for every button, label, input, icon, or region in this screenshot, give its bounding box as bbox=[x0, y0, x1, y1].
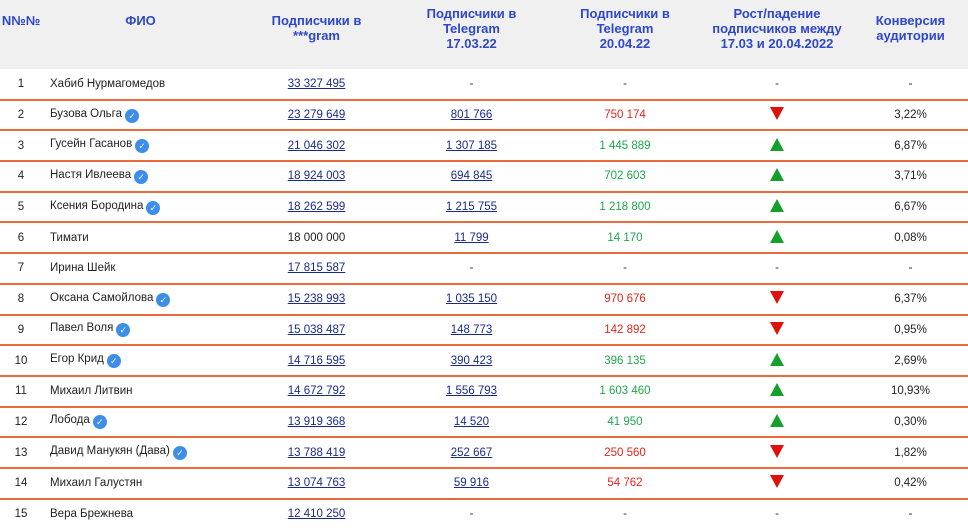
tg1-followers-link[interactable]: 1 307 185 bbox=[445, 139, 498, 152]
trend-up-icon bbox=[770, 199, 784, 212]
cell-name bbox=[42, 192, 239, 223]
cell-num: 14 bbox=[0, 468, 42, 499]
cell-name bbox=[42, 376, 239, 407]
cell-name bbox=[42, 100, 239, 131]
table-row bbox=[0, 100, 968, 131]
cell-insta bbox=[239, 222, 394, 253]
header-growth: Рост/падение подписчиков между 17.03 и 20.04.2022 bbox=[701, 0, 853, 69]
cell-conv: 3,22% bbox=[853, 100, 968, 131]
cell-tg2 bbox=[549, 284, 701, 315]
cell-tg1 bbox=[394, 69, 549, 100]
trend-up-icon bbox=[770, 168, 784, 181]
cell-tg2 bbox=[549, 69, 701, 100]
insta-followers-link[interactable]: 15 238 993 bbox=[287, 293, 346, 306]
tg2-followers: 702 603 bbox=[604, 170, 646, 183]
tg2-followers: - bbox=[623, 262, 627, 275]
cell-conv: - bbox=[853, 69, 968, 100]
table-row bbox=[0, 499, 968, 530]
person-name: Егор Крид bbox=[50, 353, 104, 366]
cell-conv: 10,93% bbox=[853, 376, 968, 407]
person-name: Павел Воля bbox=[50, 322, 114, 335]
trend-up-icon bbox=[770, 353, 784, 366]
cell-num: 4 bbox=[0, 161, 42, 192]
cell-name bbox=[42, 130, 239, 161]
cell-insta bbox=[239, 407, 394, 438]
table-row bbox=[0, 222, 968, 253]
cell-tg2 bbox=[549, 192, 701, 223]
cell-trend bbox=[701, 161, 853, 192]
person-name: Настя Ивлеева bbox=[50, 168, 132, 181]
cell-tg1 bbox=[394, 376, 549, 407]
cell-conv: 0,42% bbox=[853, 468, 968, 499]
insta-followers-link[interactable]: 13 074 763 bbox=[287, 477, 346, 490]
tg1-followers-link[interactable]: 11 799 bbox=[454, 231, 489, 244]
cell-trend bbox=[701, 284, 853, 315]
header-conv: Конверсия аудитории bbox=[853, 0, 968, 69]
trend-none: - bbox=[775, 77, 779, 90]
cell-num: 5 bbox=[0, 192, 42, 223]
cell-num: 3 bbox=[0, 130, 42, 161]
insta-followers-link[interactable]: 18 924 003 bbox=[287, 170, 346, 183]
cell-name bbox=[42, 345, 239, 376]
cell-insta bbox=[239, 376, 394, 407]
cell-conv: 6,67% bbox=[853, 192, 968, 223]
verified-badge-icon: ✓ bbox=[125, 109, 139, 123]
cell-tg2 bbox=[549, 407, 701, 438]
cell-tg2 bbox=[549, 437, 701, 468]
tg2-followers: 1 218 800 bbox=[599, 201, 651, 214]
cell-tg1 bbox=[394, 345, 549, 376]
cell-name bbox=[42, 407, 239, 438]
tg2-followers: - bbox=[623, 508, 627, 521]
trend-up-icon bbox=[770, 138, 784, 151]
cell-num: 12 bbox=[0, 407, 42, 438]
tg2-followers: 1 445 889 bbox=[599, 139, 651, 152]
cell-name bbox=[42, 499, 239, 530]
cell-trend bbox=[701, 437, 853, 468]
cell-conv: - bbox=[908, 508, 913, 521]
cell-conv: 0,30% bbox=[853, 407, 968, 438]
table-row bbox=[0, 253, 968, 284]
insta-followers-link[interactable]: 14 672 792 bbox=[287, 385, 346, 398]
insta-followers-link[interactable]: 33 327 495 bbox=[287, 77, 346, 90]
cell-trend bbox=[701, 222, 853, 253]
cell-insta bbox=[239, 192, 394, 223]
tg2-followers: 41 950 bbox=[607, 415, 643, 428]
tg2-followers: 250 560 bbox=[604, 446, 646, 459]
header-tg2: Подписчики в Telegram 20.04.22 bbox=[549, 0, 701, 69]
insta-followers-link[interactable]: 18 262 599 bbox=[287, 201, 346, 214]
table-row bbox=[0, 315, 968, 346]
trend-up-icon bbox=[770, 230, 784, 243]
header-tg1: Подписчики в Telegram 17.03.22 bbox=[394, 0, 549, 69]
cell-insta bbox=[239, 315, 394, 346]
verified-badge-icon: ✓ bbox=[146, 201, 160, 215]
tg2-followers: 54 762 bbox=[607, 477, 643, 490]
insta-followers-link[interactable]: 13 919 368 bbox=[287, 415, 346, 428]
person-name: Гусейн Гасанов bbox=[50, 138, 133, 151]
verified-badge-icon: ✓ bbox=[173, 446, 187, 460]
cell-trend bbox=[701, 100, 853, 131]
cell-tg2 bbox=[549, 345, 701, 376]
cell-tg1 bbox=[394, 130, 549, 161]
person-name: Вера Брежнева bbox=[50, 508, 134, 521]
table-row bbox=[0, 468, 968, 499]
table-row bbox=[0, 69, 968, 100]
header-num: N№№ bbox=[0, 0, 42, 69]
cell-tg1 bbox=[394, 315, 549, 346]
cell-name bbox=[42, 437, 239, 468]
tg1-followers: - bbox=[469, 77, 474, 90]
tg1-followers-link[interactable]: 1 556 793 bbox=[445, 385, 498, 398]
verified-badge-icon: ✓ bbox=[156, 293, 170, 307]
cell-tg2 bbox=[549, 499, 701, 530]
cell-num: 10 bbox=[0, 345, 42, 376]
insta-followers-link[interactable]: 17 815 587 bbox=[287, 262, 346, 275]
cell-trend bbox=[701, 407, 853, 438]
cell-tg1 bbox=[394, 468, 549, 499]
cell-tg1 bbox=[394, 407, 549, 438]
person-name: Лобода bbox=[50, 414, 90, 427]
cell-trend bbox=[701, 192, 853, 223]
cell-conv: - bbox=[853, 253, 968, 284]
cell-num: 7 bbox=[0, 253, 42, 284]
trend-down-icon bbox=[770, 445, 784, 458]
insta-followers-link[interactable]: 14 716 595 bbox=[287, 354, 346, 367]
cell-conv: 1,82% bbox=[853, 437, 968, 468]
cell-insta bbox=[239, 345, 394, 376]
table-row bbox=[0, 284, 968, 315]
table-row bbox=[0, 192, 968, 223]
tg1-followers-link[interactable]: 59 916 bbox=[453, 477, 490, 490]
cell-name bbox=[42, 161, 239, 192]
person-name: Михаил Галустян bbox=[50, 477, 143, 490]
cell-tg2 bbox=[549, 253, 701, 284]
cell-num: 15 bbox=[14, 508, 28, 521]
cell-num: 9 bbox=[0, 315, 42, 346]
cell-num: 8 bbox=[0, 284, 42, 315]
cell-trend bbox=[701, 130, 853, 161]
person-name: Ксения Бородина bbox=[50, 199, 144, 212]
cell-name bbox=[42, 315, 239, 346]
tg2-followers: 396 135 bbox=[604, 354, 646, 367]
person-name: Давид Манукян (Дава) bbox=[50, 445, 170, 458]
cell-tg2 bbox=[549, 100, 701, 131]
table-row bbox=[0, 161, 968, 192]
cell-conv: 2,69% bbox=[853, 345, 968, 376]
table-row bbox=[0, 130, 968, 161]
trend-down-icon bbox=[770, 322, 784, 335]
table-row bbox=[0, 376, 968, 407]
table-row bbox=[0, 407, 968, 438]
cell-num: 13 bbox=[0, 437, 42, 468]
cell-tg1 bbox=[394, 437, 549, 468]
cell-tg2 bbox=[549, 376, 701, 407]
cell-insta bbox=[239, 468, 394, 499]
person-name: Оксана Самойлова bbox=[50, 291, 154, 304]
verified-badge-icon: ✓ bbox=[135, 139, 149, 153]
cell-num: 11 bbox=[0, 376, 42, 407]
tg1-followers-link[interactable]: 694 845 bbox=[450, 170, 493, 183]
tg1-followers-link[interactable]: 148 773 bbox=[450, 323, 493, 336]
cell-tg2 bbox=[549, 468, 701, 499]
tg1-followers-link[interactable]: 252 667 bbox=[450, 446, 493, 459]
cell-trend bbox=[701, 69, 853, 100]
person-name: Тимати bbox=[50, 231, 89, 244]
trend-none: - bbox=[775, 262, 779, 275]
cell-insta bbox=[239, 499, 394, 530]
cell-insta bbox=[239, 100, 394, 131]
cell-trend bbox=[701, 315, 853, 346]
table-row bbox=[0, 437, 968, 468]
trend-up-icon bbox=[770, 414, 784, 427]
cell-insta bbox=[239, 130, 394, 161]
cell-num: 6 bbox=[0, 222, 42, 253]
tg1-followers-link[interactable]: 14 520 bbox=[453, 415, 490, 428]
cell-conv: 6,87% bbox=[853, 130, 968, 161]
tg2-followers: - bbox=[623, 77, 627, 90]
cell-trend bbox=[701, 253, 853, 284]
cell-trend bbox=[701, 345, 853, 376]
header-fio: ФИО bbox=[42, 0, 239, 69]
tg2-followers: 750 174 bbox=[604, 109, 646, 122]
person-name: Хабиб Нурмагомедов bbox=[50, 77, 166, 90]
insta-followers-link[interactable]: 12 410 250 bbox=[287, 508, 346, 521]
person-name: Михаил Литвин bbox=[50, 385, 133, 398]
cell-tg1 bbox=[394, 161, 549, 192]
person-name: Ирина Шейк bbox=[50, 262, 116, 275]
cell-insta bbox=[239, 69, 394, 100]
tg1-followers-link[interactable]: 1 035 150 bbox=[445, 293, 498, 306]
cell-conv: 0,95% bbox=[853, 315, 968, 346]
cell-tg1 bbox=[394, 222, 549, 253]
tg1-followers: - bbox=[469, 262, 474, 275]
trend-down-icon bbox=[770, 107, 784, 120]
trend-none: - bbox=[775, 508, 779, 521]
cell-insta bbox=[239, 284, 394, 315]
cell-tg1 bbox=[394, 192, 549, 223]
tg2-followers: 14 170 bbox=[607, 231, 643, 244]
cell-insta bbox=[239, 437, 394, 468]
cell-tg1 bbox=[394, 100, 549, 131]
tg2-followers: 1 603 460 bbox=[599, 385, 651, 398]
cell-insta bbox=[239, 161, 394, 192]
cell-trend bbox=[701, 468, 853, 499]
tg2-followers: 142 892 bbox=[604, 323, 646, 336]
cell-tg2 bbox=[549, 161, 701, 192]
cell-num: 1 bbox=[0, 69, 42, 100]
insta-followers-link[interactable]: 13 788 419 bbox=[287, 446, 346, 459]
table-header-row bbox=[0, 0, 968, 69]
tg1-followers-link[interactable]: 390 423 bbox=[450, 354, 493, 367]
verified-badge-icon: ✓ bbox=[107, 354, 121, 368]
trend-down-icon bbox=[770, 475, 784, 488]
cell-tg2 bbox=[549, 222, 701, 253]
tg1-followers-link[interactable]: 801 766 bbox=[450, 109, 493, 122]
cell-insta bbox=[239, 253, 394, 284]
table-row bbox=[0, 345, 968, 376]
trend-up-icon bbox=[770, 383, 784, 396]
cell-conv: 0,08% bbox=[853, 222, 968, 253]
trend-down-icon bbox=[770, 291, 784, 304]
cell-name bbox=[42, 69, 239, 100]
cell-tg1 bbox=[394, 253, 549, 284]
tg2-followers: 970 676 bbox=[604, 293, 646, 306]
insta-followers-link[interactable]: 23 279 649 bbox=[287, 109, 346, 122]
cell-name bbox=[42, 222, 239, 253]
header-insta: Подписчики в ***gram bbox=[239, 0, 394, 69]
tg1-followers-link[interactable]: 1 215 755 bbox=[445, 201, 498, 214]
cell-name bbox=[42, 253, 239, 284]
cell-name bbox=[42, 468, 239, 499]
cell-conv: 3,71% bbox=[853, 161, 968, 192]
cell-tg2 bbox=[549, 315, 701, 346]
verified-badge-icon: ✓ bbox=[116, 323, 130, 337]
cell-conv: 6,37% bbox=[853, 284, 968, 315]
cell-tg1 bbox=[394, 499, 549, 530]
cell-num: 2 bbox=[0, 100, 42, 131]
verified-badge-icon: ✓ bbox=[93, 415, 107, 429]
cell-trend bbox=[701, 376, 853, 407]
cell-tg1 bbox=[394, 284, 549, 315]
verified-badge-icon: ✓ bbox=[134, 170, 148, 184]
person-name: Бузова Ольга bbox=[50, 107, 123, 120]
insta-followers-link[interactable]: 15 038 487 bbox=[287, 323, 346, 336]
insta-followers: 18 000 000 bbox=[287, 231, 346, 244]
cell-name bbox=[42, 284, 239, 315]
cell-tg2 bbox=[549, 130, 701, 161]
cell-trend bbox=[701, 499, 853, 530]
insta-followers-link[interactable]: 21 046 302 bbox=[287, 139, 346, 152]
tg1-followers: - bbox=[469, 508, 474, 521]
